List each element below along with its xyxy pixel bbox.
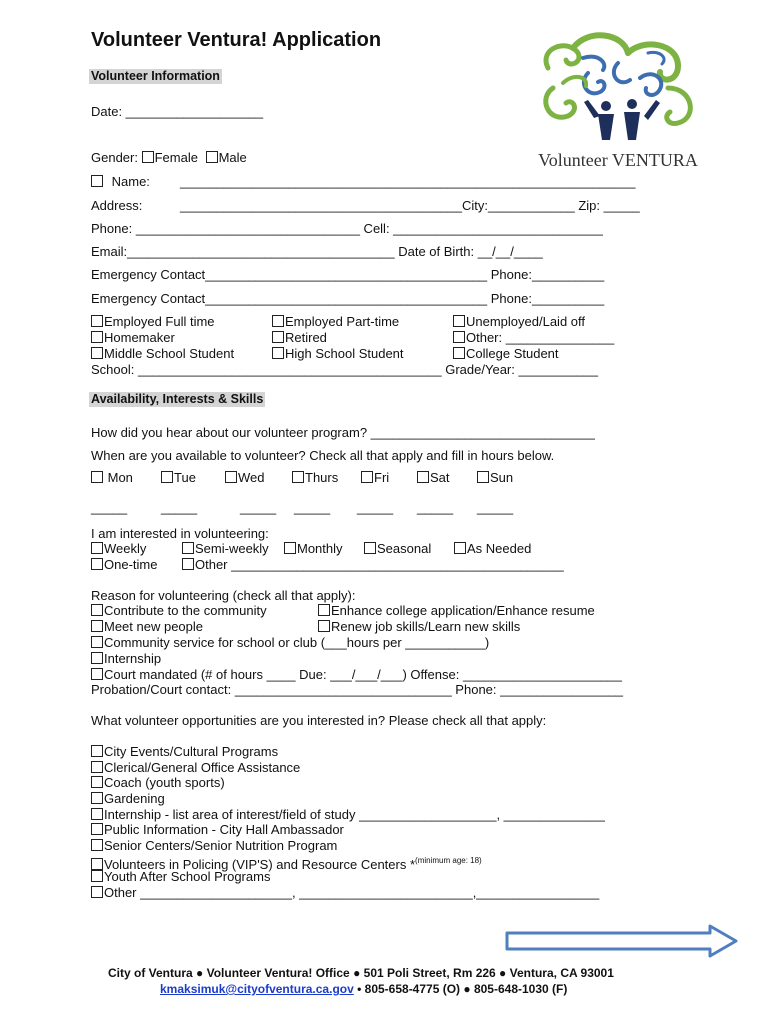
opp-clerical[interactable] bbox=[91, 760, 300, 775]
checkbox[interactable] bbox=[206, 151, 218, 163]
reason-meet-people[interactable] bbox=[91, 619, 203, 634]
emergency-contact-2[interactable]: Emergency Contact_______________________________________ Phone:__________ bbox=[91, 291, 605, 306]
checkbox[interactable] bbox=[91, 839, 103, 851]
checkbox[interactable] bbox=[182, 542, 194, 554]
checkbox[interactable] bbox=[91, 471, 103, 483]
hours-tue[interactable]: _____ bbox=[161, 500, 198, 515]
freq-label: As Needed bbox=[467, 541, 532, 556]
checkbox[interactable] bbox=[292, 471, 304, 483]
freq-as-needed[interactable] bbox=[454, 541, 531, 556]
emergency-contact-1[interactable]: Emergency Contact_______________________________________ Phone:__________ bbox=[91, 267, 605, 282]
gender-male-label: Male bbox=[218, 150, 247, 165]
gender-male-option[interactable] bbox=[206, 150, 247, 165]
status-label: Retired bbox=[285, 330, 327, 345]
freq-label: One-time bbox=[104, 557, 158, 572]
footer-phones: • 805-658-4775 (O) ● 805-648-1030 (F) bbox=[353, 982, 568, 996]
checkbox[interactable] bbox=[91, 886, 103, 898]
checkbox[interactable] bbox=[91, 347, 103, 359]
phone-cell-field[interactable]: Phone: _______________________________ Cell: _____________________________ bbox=[91, 221, 603, 236]
freq-one-time[interactable] bbox=[91, 557, 157, 572]
footer-contact bbox=[160, 982, 567, 997]
day-mon[interactable] bbox=[91, 470, 133, 485]
section-availability: Availability, Interests & Skills bbox=[91, 392, 264, 406]
opp-gardening[interactable] bbox=[91, 791, 165, 806]
status-label: Employed Full time bbox=[104, 314, 215, 329]
reason-contribute[interactable] bbox=[91, 603, 267, 618]
reason-label: Court mandated (# of hours ____ Due: ___/___/___) Offense: ______________________ bbox=[104, 667, 623, 682]
reason-label: Enhance college application/Enhance resume bbox=[331, 603, 595, 618]
reason-label: Contribute to the community bbox=[104, 603, 267, 618]
min-age-note: (minimum age: 18) bbox=[415, 856, 482, 865]
checkbox[interactable] bbox=[91, 776, 103, 788]
checkbox[interactable] bbox=[225, 471, 237, 483]
freq-monthly[interactable] bbox=[284, 541, 343, 556]
day-label: Mon bbox=[107, 470, 133, 485]
checkbox[interactable] bbox=[91, 823, 103, 835]
checkbox[interactable] bbox=[318, 620, 330, 632]
checkbox[interactable] bbox=[284, 542, 296, 554]
checkbox[interactable] bbox=[91, 542, 103, 554]
status-retired[interactable] bbox=[272, 330, 327, 345]
checkbox[interactable] bbox=[318, 604, 330, 616]
checkbox[interactable] bbox=[91, 870, 103, 882]
probation-contact-field[interactable]: Probation/Court contact: ______________________________ Phone: _________________ bbox=[91, 682, 624, 697]
address-label: Address: bbox=[91, 198, 143, 213]
gender-female-option[interactable] bbox=[142, 150, 198, 165]
reason-court-mandated[interactable] bbox=[91, 667, 622, 682]
opp-label: Youth After School Programs bbox=[104, 869, 271, 884]
date-field[interactable]: Date: ___________________ bbox=[91, 104, 264, 119]
checkbox[interactable] bbox=[91, 745, 103, 757]
opp-label: Internship - list area of interest/field of study ___________________, ______________ bbox=[104, 807, 605, 822]
day-thurs[interactable] bbox=[292, 470, 338, 485]
reason-community-service[interactable] bbox=[91, 635, 489, 650]
opp-label: Volunteers in Policing (VIP'S) and Resource Centers * bbox=[104, 857, 416, 872]
opportunities-heading: What volunteer opportunities are you interested in? Please check all that apply: bbox=[91, 713, 547, 728]
checkbox[interactable] bbox=[453, 331, 465, 343]
checkbox[interactable] bbox=[91, 620, 103, 632]
opp-internship[interactable] bbox=[91, 807, 605, 822]
status-homemaker[interactable] bbox=[91, 330, 175, 345]
freq-label: Other ______________________________________________ bbox=[195, 557, 564, 572]
status-label: Other: _______________ bbox=[466, 330, 615, 345]
opp-senior-centers[interactable] bbox=[91, 838, 337, 853]
day-label: Fri bbox=[374, 470, 390, 485]
opp-youth-after-school[interactable] bbox=[91, 869, 270, 884]
freq-label: Weekly bbox=[104, 541, 147, 556]
checkbox[interactable] bbox=[91, 808, 103, 820]
checkbox[interactable] bbox=[454, 542, 466, 554]
reason-heading: Reason for volunteering (check all that apply): bbox=[91, 588, 356, 603]
status-employed-part-time[interactable] bbox=[272, 314, 399, 329]
opp-label: Public Information - City Hall Ambassador bbox=[104, 822, 344, 837]
gender-label: Gender: bbox=[91, 150, 138, 165]
day-label: Thurs bbox=[305, 470, 339, 485]
status-other[interactable] bbox=[453, 330, 614, 345]
checkbox[interactable] bbox=[91, 331, 103, 343]
reason-label: Community service for school or club (___hours per ___________) bbox=[104, 635, 490, 650]
status-label: College Student bbox=[466, 346, 559, 361]
status-middle-school-student[interactable] bbox=[91, 346, 234, 361]
logo-text: Volunteer VENTURA bbox=[538, 150, 698, 170]
status-college-student[interactable] bbox=[453, 346, 559, 361]
checkbox[interactable] bbox=[91, 558, 103, 570]
interested-heading: I am interested in volunteering: bbox=[91, 526, 269, 541]
freq-semi-weekly[interactable] bbox=[182, 541, 269, 556]
status-label: High School Student bbox=[285, 346, 404, 361]
footer-email-link[interactable]: kmaksimuk@cityofventura.ca.gov bbox=[160, 982, 354, 996]
day-sat[interactable] bbox=[417, 470, 450, 485]
day-sun[interactable] bbox=[477, 470, 513, 485]
opp-label: City Events/Cultural Programs bbox=[104, 744, 279, 759]
checkbox[interactable] bbox=[91, 652, 103, 664]
opp-coach[interactable] bbox=[91, 775, 225, 790]
status-unemployed[interactable] bbox=[453, 314, 585, 329]
freq-other[interactable] bbox=[182, 557, 564, 572]
status-label: Unemployed/Laid off bbox=[466, 314, 586, 329]
opp-label: Gardening bbox=[104, 791, 165, 806]
checkbox[interactable] bbox=[91, 636, 103, 648]
checkbox[interactable] bbox=[272, 315, 284, 327]
hours-sun[interactable]: _____ bbox=[477, 500, 514, 515]
freq-label: Monthly bbox=[297, 541, 343, 556]
day-tue[interactable] bbox=[161, 470, 196, 485]
reason-label: Internship bbox=[104, 651, 162, 666]
hours-thurs[interactable]: _____ bbox=[294, 500, 331, 515]
hear-about-field[interactable]: How did you hear about our volunteer program? _______________________________ bbox=[91, 425, 595, 440]
checkbox[interactable] bbox=[91, 761, 103, 773]
reason-renew-skills[interactable] bbox=[318, 619, 520, 634]
opp-city-events[interactable] bbox=[91, 744, 278, 759]
hours-mon[interactable]: _____ bbox=[91, 500, 128, 515]
section-volunteer-information: Volunteer Information bbox=[91, 69, 220, 83]
status-label: Homemaker bbox=[104, 330, 175, 345]
page-title: Volunteer Ventura! Application bbox=[91, 29, 382, 51]
email-dob-field[interactable]: Email:_____________________________________ Date of Birth: __/__/____ bbox=[91, 244, 543, 259]
freq-label: Semi-weekly bbox=[195, 541, 269, 556]
opp-label: Other _____________________, ________________________,_________________ bbox=[104, 885, 600, 900]
day-label: Sat bbox=[430, 470, 450, 485]
freq-seasonal[interactable] bbox=[364, 541, 431, 556]
status-employed-full-time[interactable] bbox=[91, 314, 215, 329]
reason-internship[interactable] bbox=[91, 651, 161, 666]
opp-other[interactable] bbox=[91, 885, 599, 900]
checkbox[interactable] bbox=[361, 471, 373, 483]
opp-label: Clerical/General Office Assistance bbox=[104, 760, 301, 775]
status-label: Employed Part-time bbox=[285, 314, 400, 329]
opp-label: Coach (youth sports) bbox=[104, 775, 225, 790]
checkbox[interactable] bbox=[91, 604, 103, 616]
checkbox[interactable] bbox=[142, 151, 154, 163]
opp-public-info[interactable] bbox=[91, 822, 344, 837]
name-label-row[interactable] bbox=[91, 174, 150, 189]
checkbox[interactable] bbox=[91, 668, 103, 680]
day-label: Wed bbox=[238, 470, 265, 485]
name-field[interactable]: _______________________________________________________________ bbox=[180, 174, 636, 189]
checkbox[interactable] bbox=[417, 471, 429, 483]
day-label: Sun bbox=[490, 470, 514, 485]
gender-female-label: Female bbox=[154, 150, 198, 165]
hours-wed[interactable]: _____ bbox=[240, 500, 277, 515]
when-available-question: When are you available to volunteer? Check all that apply and fill in hours below. bbox=[91, 448, 555, 463]
freq-weekly[interactable] bbox=[91, 541, 146, 556]
opp-label: Senior Centers/Senior Nutrition Program bbox=[104, 838, 338, 853]
checkbox[interactable] bbox=[91, 792, 103, 804]
status-label: Middle School Student bbox=[104, 346, 235, 361]
day-fri[interactable] bbox=[361, 470, 389, 485]
day-wed[interactable] bbox=[225, 470, 265, 485]
checkbox[interactable] bbox=[272, 331, 284, 343]
reason-label: Meet new people bbox=[104, 619, 204, 634]
next-page-arrow-icon[interactable] bbox=[505, 924, 740, 958]
checkbox[interactable] bbox=[272, 347, 284, 359]
gender-row bbox=[91, 150, 247, 165]
checkbox[interactable] bbox=[91, 175, 103, 187]
status-high-school-student[interactable] bbox=[272, 346, 404, 361]
checkbox[interactable] bbox=[182, 558, 194, 570]
school-grade-field[interactable]: School: __________________________________________ Grade/Year: ___________ bbox=[91, 362, 599, 377]
checkbox[interactable] bbox=[161, 471, 173, 483]
checkbox[interactable] bbox=[477, 471, 489, 483]
checkbox[interactable] bbox=[453, 347, 465, 359]
volunteer-ventura-logo bbox=[528, 28, 708, 178]
address-field[interactable]: _______________________________________City:____________ Zip: _____ bbox=[180, 198, 640, 213]
checkbox[interactable] bbox=[364, 542, 376, 554]
reason-enhance-college[interactable] bbox=[318, 603, 595, 618]
name-label: Name: bbox=[111, 174, 150, 189]
reason-label: Renew job skills/Learn new skills bbox=[331, 619, 521, 634]
footer-address: City of Ventura ● Volunteer Ventura! Office ● 501 Poli Street, Rm 226 ● Ventura, CA 93001 bbox=[108, 966, 614, 980]
hours-fri[interactable]: _____ bbox=[357, 500, 394, 515]
hours-sat[interactable]: _____ bbox=[417, 500, 454, 515]
checkbox[interactable] bbox=[91, 315, 103, 327]
freq-label: Seasonal bbox=[377, 541, 432, 556]
checkbox[interactable] bbox=[453, 315, 465, 327]
day-label: Tue bbox=[174, 470, 196, 485]
